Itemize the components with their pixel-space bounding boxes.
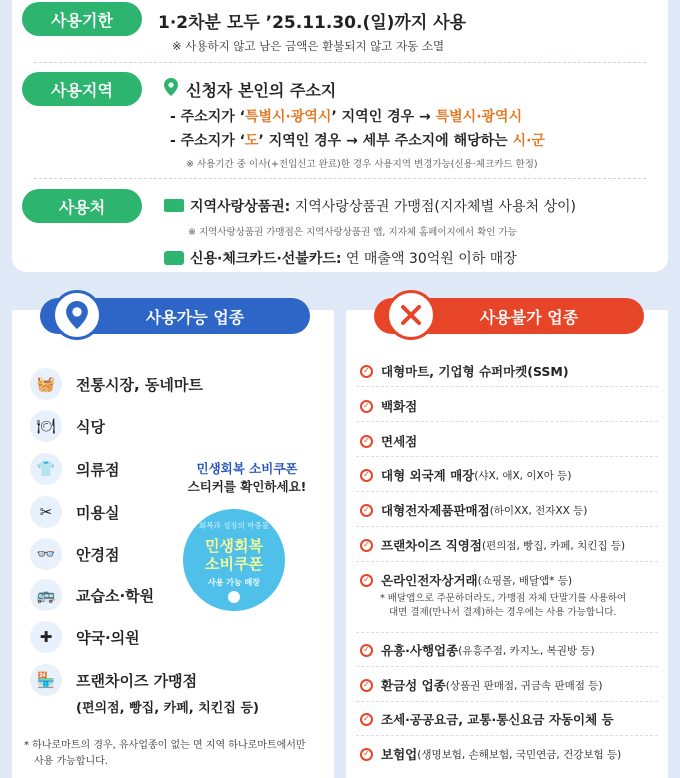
allowed-item: 🧺 전통시장, 동네마트 bbox=[30, 364, 203, 404]
allowed-item: ✂ 미용실 bbox=[30, 492, 119, 532]
sticker-callout: 민생회복 소비쿠폰 스티커를 확인하세요! bbox=[187, 461, 307, 494]
allowed-item: 👓 안경점 bbox=[30, 534, 119, 574]
divider bbox=[356, 386, 658, 387]
location-pin-icon bbox=[164, 78, 178, 96]
prohibited-item: ✓ 대형전자제품판매점 (하이XX, 전자XX 등) bbox=[360, 501, 587, 519]
check-icon: ✓ bbox=[360, 644, 373, 657]
divider bbox=[356, 632, 658, 633]
consumer-coupon-sticker: 회복과 성장의 마중물 민생회복 소비쿠폰 사용 가능 매장 bbox=[183, 509, 285, 611]
gift-certificate-icon bbox=[164, 199, 184, 212]
region-note: ※ 사용기간 중 이사(+전입신고 완료)한 경우 사용지역 변경가능(신용·체크카드 한정) bbox=[186, 159, 538, 170]
basket-icon: 🧺 bbox=[30, 368, 62, 400]
scissors-icon: ✂ bbox=[30, 496, 62, 528]
school-bus-icon: 🚌 bbox=[30, 579, 62, 611]
allowed-item: 👕 의류점 bbox=[30, 449, 119, 489]
card-icon bbox=[164, 251, 184, 265]
divider bbox=[356, 735, 658, 736]
prohibited-item: ✓ 프랜차이즈 직영점 (편의점, 빵집, 카페, 치킨집 등) bbox=[360, 536, 625, 554]
check-icon: ✓ bbox=[360, 574, 373, 587]
place-note: ※ 지역사랑상품권 가맹점은 지역사랑상품권 앱, 지자체 홈페이지에서 확인 가능 bbox=[188, 227, 517, 238]
divider bbox=[356, 561, 658, 562]
prohibited-item: ✓ 환금성 업종 (상품권 판매점, 귀금속 판매점 등) bbox=[360, 676, 602, 694]
check-icon: ✓ bbox=[360, 400, 373, 413]
prohibited-item: ✓ 백화점 bbox=[360, 397, 417, 415]
shop-icon: 🏪 bbox=[30, 664, 62, 696]
check-icon: ✓ bbox=[360, 435, 373, 448]
divider bbox=[356, 526, 658, 527]
prohibited-note: * 배달앱으로 주문하더라도, 가맹점 자체 단말기를 사용하여 대면 결제(만나서 결제)하는 경우에는 사용 가능합니다. bbox=[380, 593, 627, 618]
allowed-item: 🏪 프랜차이즈 가맹점 bbox=[30, 660, 197, 700]
glasses-icon: 👓 bbox=[30, 538, 62, 570]
prohibited-item: ✓ 보험업 (생명보험, 손해보험, 국민연금, 건강보험 등) bbox=[360, 745, 621, 763]
region-bullet-2: - 주소지가 ‘도’ 지역인 경우 → 세부 주소지에 해당하는 시·군 bbox=[170, 133, 545, 149]
prohibited-item: ✓ 대형 외국계 매장 (샤X, 애X, 이X아 등) bbox=[360, 466, 571, 484]
divider bbox=[356, 701, 658, 702]
divider bbox=[356, 491, 658, 492]
check-icon: ✓ bbox=[360, 713, 373, 726]
pharmacy-icon: ✚ bbox=[30, 621, 62, 653]
region-bullet-1: - 주소지가 ‘특별시·광역시’ 지역인 경우 → 특별시·광역시 bbox=[170, 109, 523, 125]
x-mark-icon bbox=[386, 290, 436, 340]
check-icon: ✓ bbox=[360, 469, 373, 482]
divider bbox=[356, 456, 658, 457]
prohibited-item: ✓ 온라인전자상거래 (쇼핑몰, 배달앱* 등) bbox=[360, 571, 572, 589]
check-icon: ✓ bbox=[360, 539, 373, 552]
allowed-footnote: * 하나로마트의 경우, 유사업종이 없는 면 지역 하나로마트에서만 사용 가능합니다. bbox=[24, 740, 306, 767]
check-icon: ✓ bbox=[360, 679, 373, 692]
period-note: ※ 사용하지 않고 남은 금액은 환불되지 않고 자동 소멸 bbox=[172, 39, 445, 53]
divider bbox=[356, 421, 658, 422]
allowed-item: 🍽 식당 bbox=[30, 406, 105, 446]
prohibited-item: ✓ 유흥·사행업종 (유흥주점, 카지노, 복권방 등) bbox=[360, 641, 595, 659]
divider bbox=[356, 666, 658, 667]
place-row-1: 지역사랑상품권: 지역사랑상품권 가맹점(지자체별 사용처 상이) bbox=[190, 199, 576, 215]
check-icon: ✓ bbox=[360, 748, 373, 761]
government-emblem-icon bbox=[228, 591, 240, 603]
divider bbox=[34, 62, 646, 63]
allowed-header: 사용가능 업종 bbox=[40, 298, 310, 334]
check-icon: ✓ bbox=[360, 504, 373, 517]
allowed-item-sub: (편의점, 빵집, 카페, 치킨집 등) bbox=[76, 701, 259, 716]
allowed-item: ✚ 약국·의원 bbox=[30, 617, 140, 657]
period-label: 사용기한 bbox=[22, 2, 142, 36]
check-icon: ✓ bbox=[360, 365, 373, 378]
region-title: 신청자 본인의 주소지 bbox=[186, 81, 337, 100]
prohibited-item: ✓ 면세점 bbox=[360, 432, 417, 450]
divider bbox=[34, 178, 646, 179]
prohibited-header: 사용불가 업종 bbox=[374, 298, 644, 334]
prohibited-item: ✓ 대형마트, 기업형 슈퍼마켓(SSM) bbox=[360, 362, 569, 380]
plate-icon: 🍽 bbox=[30, 410, 62, 442]
location-check-icon bbox=[52, 290, 102, 340]
hanger-icon: 👕 bbox=[30, 453, 62, 485]
place-row-2: 신용·체크카드·선불카드: 연 매출액 30억원 이하 매장 bbox=[190, 251, 517, 267]
allowed-item: 🚌 교습소·학원 bbox=[30, 575, 154, 615]
prohibited-item: ✓ 조세·공공요금, 교통·통신요금 자동이체 등 bbox=[360, 710, 614, 728]
region-label: 사용지역 bbox=[22, 72, 142, 106]
place-label: 사용처 bbox=[22, 189, 142, 223]
period-title: 1·2차분 모두 ’25.11.30.(일)까지 사용 bbox=[158, 13, 467, 33]
